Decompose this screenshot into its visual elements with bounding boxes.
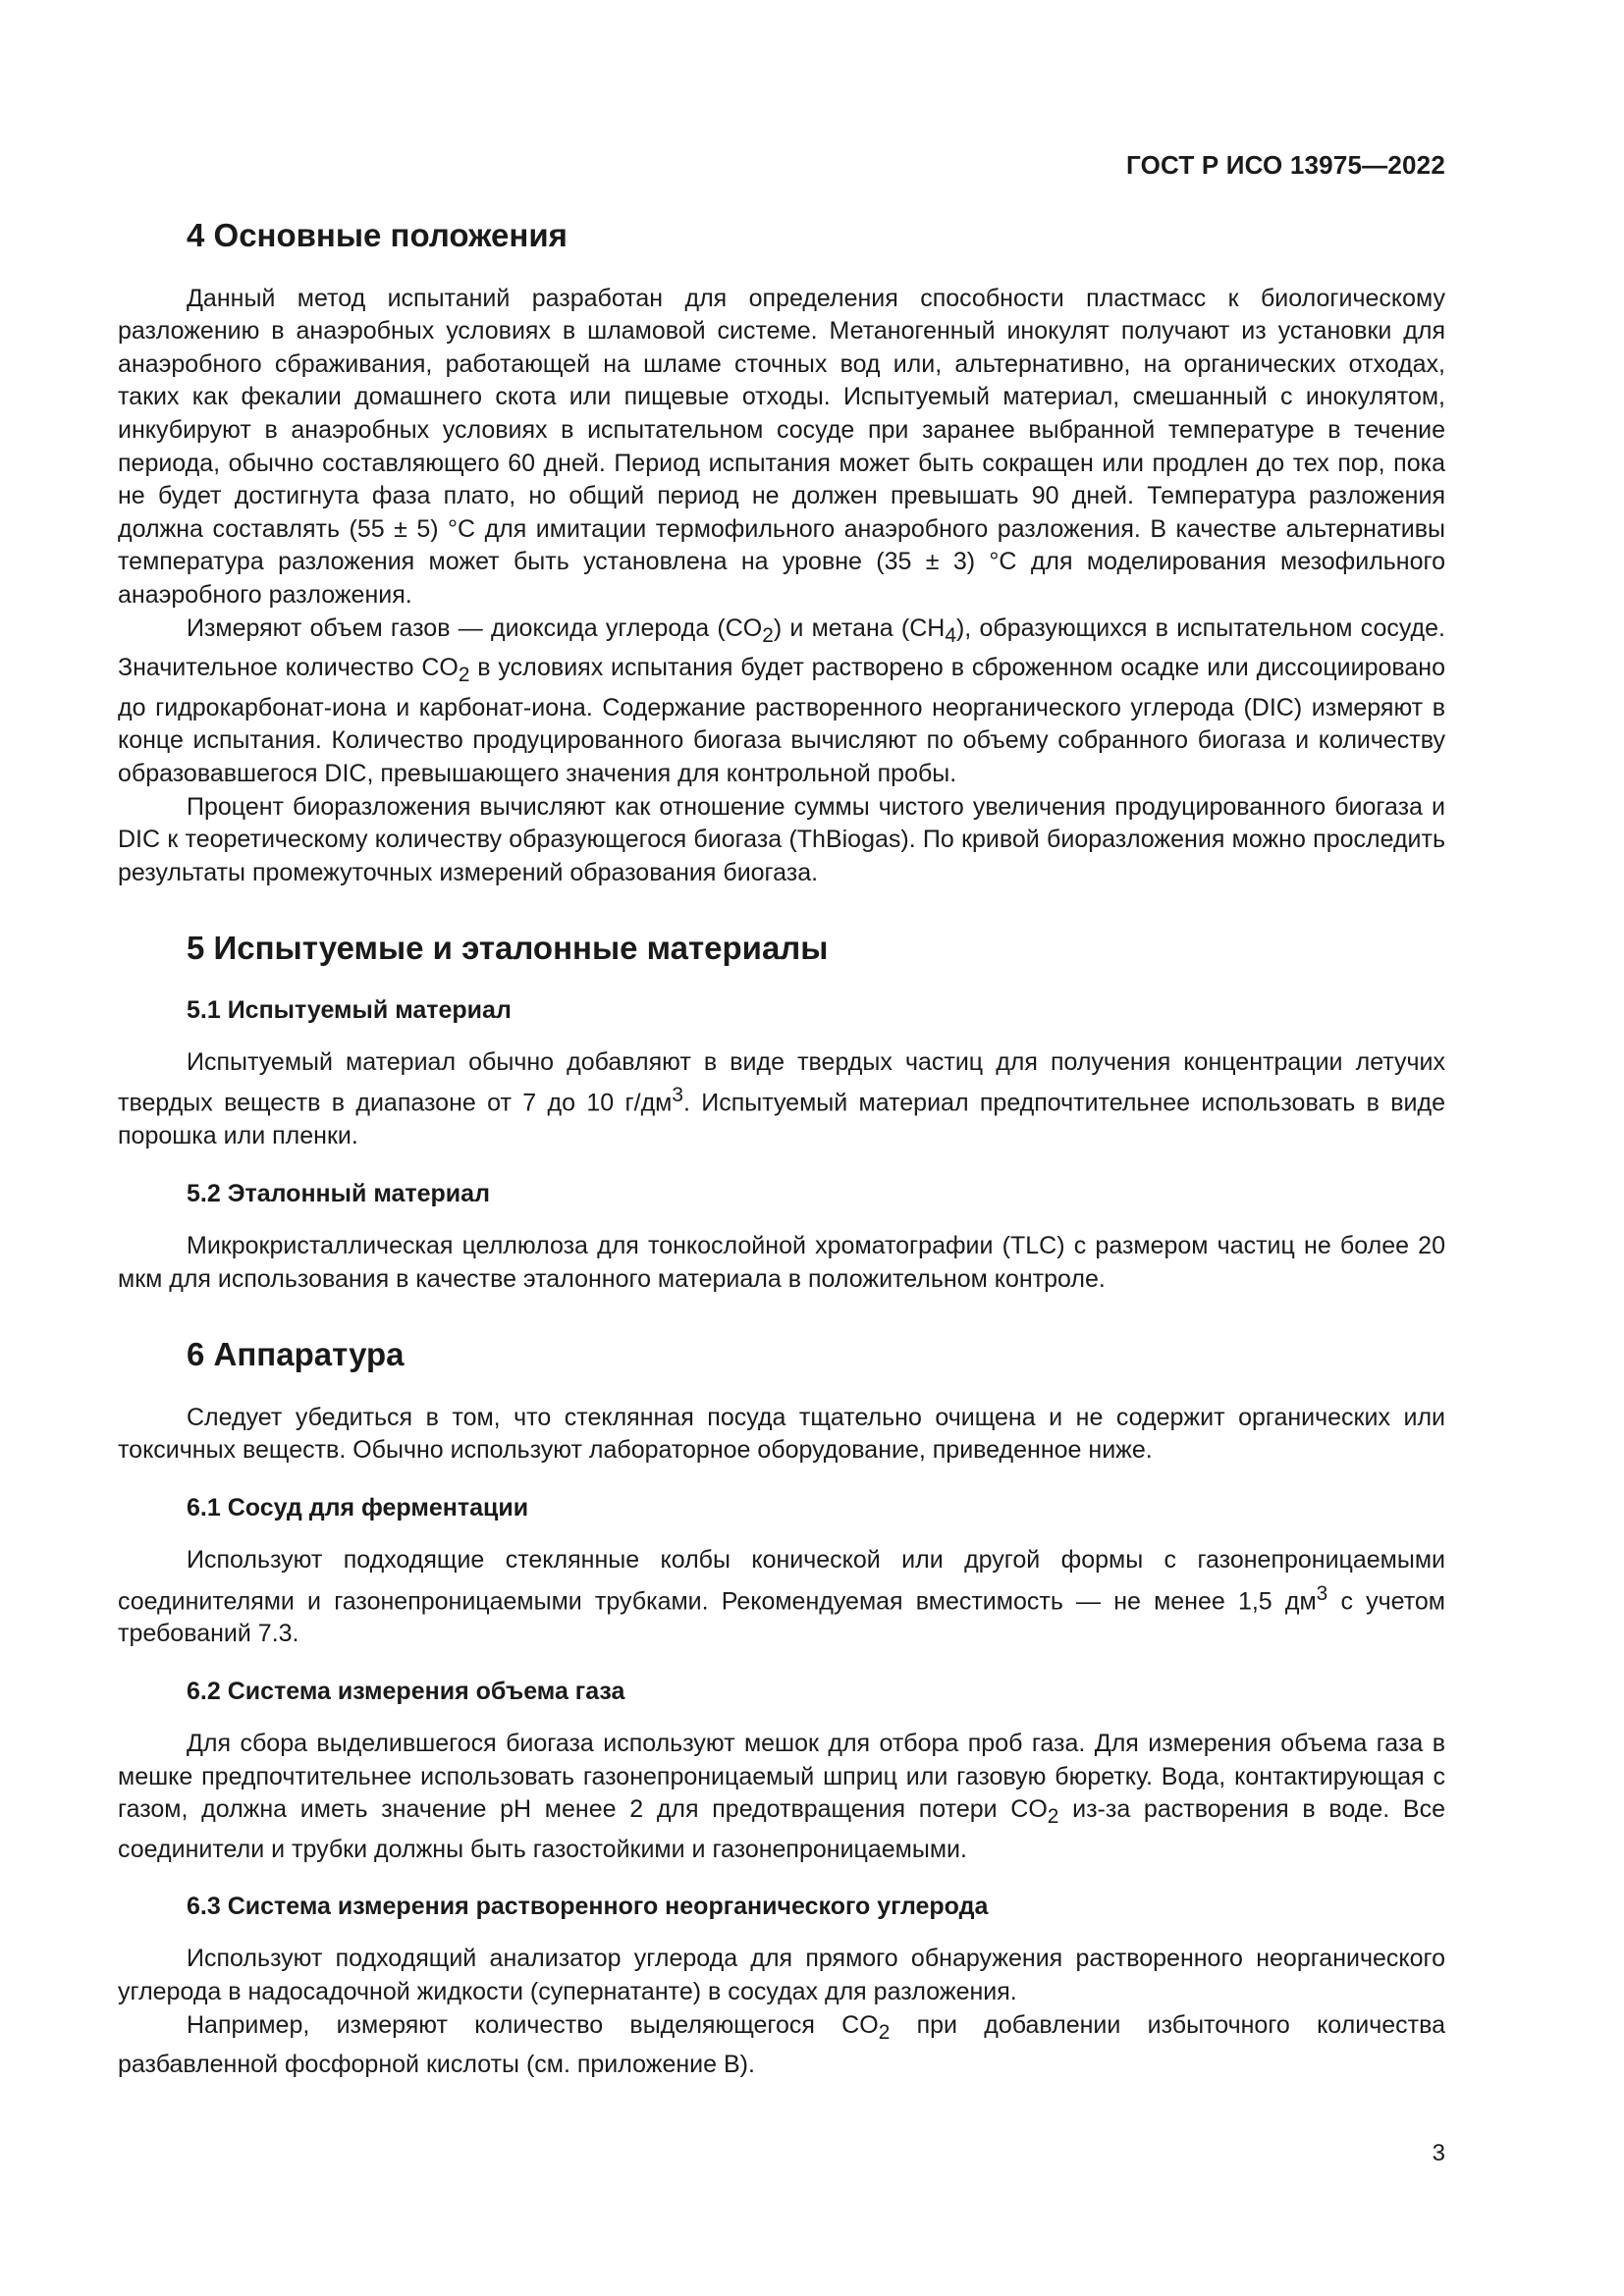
text-run: Испытуемый материал обычно добавляют в виде твердых частиц для получения концентрации летучих твердых веществ в диапазоне от 7 до 10 г/дм	[118, 1047, 1445, 1117]
section-6-2-title: 6.2 Система измерения объема газа	[187, 1678, 625, 1706]
spacer	[118, 1468, 1445, 1493]
section-4-paragraph-2	[118, 613, 1445, 791]
text-run: Измеряют объем газов — диоксида углерода (CO	[187, 614, 763, 642]
document-code-header: ГОСТ Р ИСО 13975—2022	[1125, 150, 1445, 180]
subscript: 2	[762, 623, 774, 647]
section-4-paragraph-3: Процент биоразложения вычисляют как отношение суммы чистого увеличения продуцированного биогаза и DIC к теоретическому количеству образующегося биогаза (ThBiogas). По кривой биоразложения можно проследить результаты промежуточных измерений образования биогаза.	[118, 792, 1445, 886]
spacer	[118, 889, 1445, 929]
section-6-3-title: 6.3 Система измерения растворенного неорганического углерода	[187, 1893, 989, 1921]
section-6-2-paragraph	[118, 1728, 1445, 1866]
text-run: с учетом требований 7.3.	[118, 1586, 1445, 1648]
section-4-paragraph-1: Данный метод испытаний разработан для определения способности пластмасс к биологическому разложению в анаэробных условиях в шламовой системе. Метаногенный инокулят получают из установки для анаэробного сбраживания, работающей на шламе сточных вод или, альтернативно, на органических отходах, таких как фекалии домашнего скота или пищевые отходы. Испытуемый материал, смешанный с инокулятом, инкубируют в анаэробных условиях в испытательном сосуде при заранее выбранной температуре в течение периода, обычно составляющего 60 дней. Период испытания может быть сокращен или продлен до тех пор, пока не будет достигнута фаза плато, но общий период не должен превышать 90 дней. Температура разложения должна составлять (55 ± 5) °С для имитации термофильного анаэробного разложения. В качестве альтернативы температура разложения может быть установлена на уровне (35 ± 3) °С для моделирования мезофильного анаэробного разложения.	[118, 284, 1445, 609]
section-5-title: 5 Испытуемые и эталонные материалы	[187, 930, 829, 967]
section-4-title: 4 Основные положения	[187, 217, 568, 253]
page-number: 3	[1432, 2140, 1445, 2166]
section-5-1-title: 5.1 Испытуемый материал	[187, 995, 512, 1024]
section-6-1-paragraph	[118, 1544, 1445, 1651]
superscript: 3	[1316, 1581, 1328, 1605]
section-5-1-paragraph	[118, 1046, 1445, 1153]
subscript: 2	[878, 2020, 891, 2044]
section-6-3-paragraph-2	[118, 2009, 1445, 2082]
section-6-1-title: 6.1 Сосуд для ферментации	[187, 1493, 529, 1522]
spacer	[118, 1651, 1445, 1677]
text-run: Для сбора выделившегося биогаза используют мешок для отбора проб газа. Для измерения объема газа в мешке предпочтительнее использовать газонепроницаемый шприц или газовую бюретку. Вода, контактирующая с газом, должна иметь значение pH менее 2 для предотвращения потери CO	[118, 1730, 1445, 1824]
text-run: ), образующихся в испытательном сосуде. Значительное количество CO	[118, 614, 1445, 682]
subscript: 4	[945, 623, 956, 647]
section-6-3-paragraph-1: Используют подходящий анализатор углерода для прямого обнаружения растворенного неорганического углерода в надосадочной жидкости (супернатанте) в сосудах для разложения.	[118, 1945, 1445, 2006]
spacer	[118, 1866, 1445, 1892]
spacer	[118, 1296, 1445, 1335]
page-content	[118, 216, 1445, 2082]
section-5-2-title: 5.2 Эталонный материал	[187, 1179, 490, 1207]
text-run: Например, измеряют количество выделяющегося CO	[187, 2010, 879, 2039]
text-run: Используют подходящие стеклянные колбы конической или другой формы с газонепроницаемыми соединителями и газонепроницаемыми трубками. Рекомендуемая вместимость — не менее 1,5 дм	[118, 1545, 1445, 1615]
text-run: ) и метана (CH	[773, 614, 946, 642]
section-5-2-paragraph: Микрокристаллическая целлюлоза для тонкослойной хроматографии (TLC) с размером частиц не более 20 мкм для использования в качестве эталонного материала в положительном контроле.	[118, 1231, 1445, 1293]
section-6-title: 6 Аппаратура	[187, 1336, 405, 1373]
subscript: 2	[458, 664, 470, 687]
section-6-paragraph: Следует убедиться в том, что стеклянная посуда тщательно очищена и не содержит органических или токсичных веществ. Обычно используют лабораторное оборудование, приведенное ниже.	[118, 1403, 1445, 1465]
subscript: 2	[1047, 1805, 1059, 1829]
text-run: . Испытуемый материал предпочтительнее использовать в виде порошка или пленки.	[118, 1089, 1445, 1150]
text-run: при добавлении избыточного количества разбавленной фосфорной кислоты (см. приложение В).	[118, 2010, 1445, 2079]
text-run: из-за растворения в воде. Все соединители и трубки должны быть газостойкими и газонепроницаемыми.	[118, 1795, 1445, 1863]
text-run: в условиях испытания будет растворено в сброженном осадке или диссоциировано до гидрокарбонат-иона и карбонат-иона. Содержание растворенного неорганического углерода (DIC) измеряют в конце испытания. Количество продуцированного биогаза вычисляют по объему собранного биогаза и количеству образовавшегося DIC, превышающего значения для контрольной пробы.	[118, 654, 1445, 787]
superscript: 3	[672, 1084, 683, 1107]
spacer	[118, 1153, 1445, 1179]
